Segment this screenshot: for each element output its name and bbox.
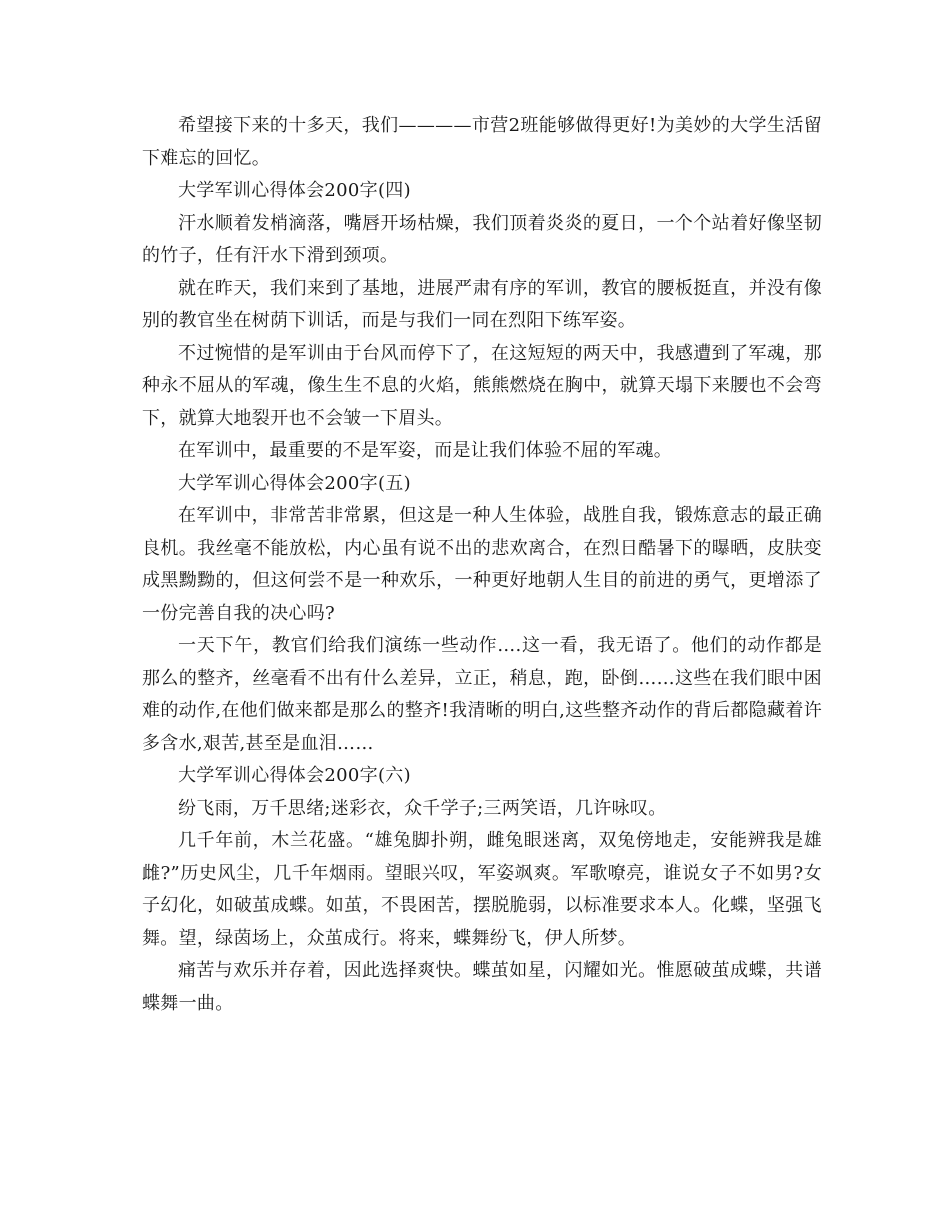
paragraph: 痛苦与欢乐并存着，因此选择爽快。蝶茧如星，闪耀如光。惟愿破茧成蝶，共谱蝶舞一曲。 [142, 960, 822, 1014]
section-heading: 大学军训心得体会200字(四) [178, 180, 411, 201]
paragraph: 纷飞雨，万千思绪;迷彩衣，众千学子;三两笑语，几许咏叹。 [178, 797, 667, 819]
paragraph: 在军训中，非常苦非常累，但这是一种人生体验，战胜自我，锻炼意志的最正确良机。我丝毫不能放松，内心虽有说不出的悲欢离合，在烈日酷暑下的曝晒，皮肤变成黑黝黝的，但这何尝不是一种欢乐，一种更好地朝人生目的前进的勇气，更增添了一份完善自我的决心吗? [142, 505, 822, 624]
section-heading: 大学军训心得体会200字(五) [178, 472, 411, 494]
paragraph: 就在昨天，我们来到了基地，进展严肃有序的军训，教官的腰板挺直，并没有像别的教官坐在树荫下训话，而是与我们一同在烈阳下练军姿。 [142, 277, 822, 331]
section-heading: 大学军训心得体会200字(六) [178, 765, 411, 786]
paragraph: 在军训中，最重要的不是军姿，而是让我们体验不屈的军魂。 [178, 440, 673, 461]
paragraph: 不过惋惜的是军训由于台风而停下了，在这短短的两天中，我感遭到了军魂，那种永不屈从的军魂，像生生不息的火焰，熊熊燃烧在胸中，就算天塌下来腰也不会弯下，就算大地裂开也不会皱一下眉头。 [142, 342, 822, 429]
paragraph: 几千年前，木兰花盛。“雄兔脚扑朔，雌兔眼迷离，双兔傍地走，安能辨我是雄雌?”历史风尘，几千年烟雨。望眼兴叹，军姿飒爽。军歌嘹亮，谁说女子不如男?女子幻化，如破茧成蝶。如茧，不畏困苦，摆脱脆弱，以标准要求本人。化蝶，坚强飞舞。望，绿茵场上，众茧成行。将来，蝶舞纷飞，伊人所梦。 [142, 830, 822, 949]
paragraph: 汗水顺着发梢滴落，嘴唇开场枯燥，我们顶着炎炎的夏日，一个个站着好像坚韧的竹子，任有汗水下滑到颈项。 [142, 212, 822, 266]
document-body [142, 110, 822, 1020]
paragraph: 希望接下来的十多天，我们————市营2班能够做得更好!为美妙的大学生活留下难忘的回忆。 [142, 115, 822, 169]
paragraph: 一天下午，教官们给我们演练一些动作….这一看，我无语了。他们的动作都是那么的整齐，丝毫看不出有什么差异，立正，稍息，跑，卧倒……这些在我们眼中困难的动作,在他们做来都是那么的整齐!我清晰的明白,这些整齐动作的背后都隐藏着许多含水,艰苦,甚至是血泪…… [142, 635, 822, 754]
